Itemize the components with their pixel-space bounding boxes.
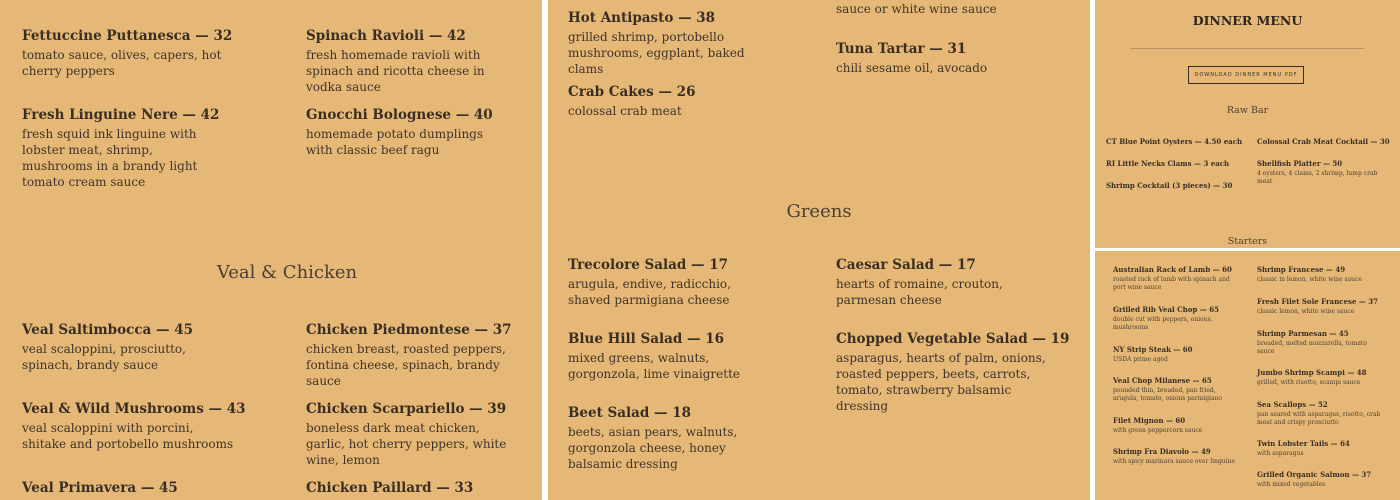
menu-item — [1257, 470, 1387, 489]
menu-item — [836, 331, 1070, 414]
menu-item-description: chili sesame oil, avocado — [836, 61, 988, 75]
menu-item-name: Fettuccine Puttanesca — 32 — [22, 28, 233, 44]
menu-item — [1113, 416, 1243, 435]
menu-item-description: breaded, melted mozzarella, tomato sauce — [1257, 340, 1367, 355]
menu-item-name: Shellfish Platter — 50 — [1257, 159, 1343, 168]
menu-item-description: grilled, with risotto, scampi sauce — [1257, 379, 1361, 386]
menu-item — [22, 107, 227, 190]
menu-item — [306, 480, 516, 496]
menu-item — [1106, 159, 1246, 168]
download-menu-button[interactable]: DOWNLOAD DINNER MENU PDF — [1188, 66, 1304, 84]
menu-item-description: fresh squid ink linguine with lobster meat, shrimp, mushrooms in a brandy light tomato cream sauce — [22, 127, 198, 189]
menu-panel-header-raw-bar — [1095, 0, 1400, 248]
divider — [1131, 48, 1364, 49]
menu-item-description: double cut with peppers, onions, mushrooms — [1113, 316, 1213, 331]
menu-item-name: Blue Hill Salad — 16 — [568, 331, 724, 347]
menu-item-name: Veal Primavera — 45 — [22, 480, 178, 496]
menu-item — [1257, 439, 1387, 458]
menu-item-description: asparagus, hearts of palm, onions, roasted peppers, beets, carrots, tomato, strawberry balsamic dressing — [836, 351, 1046, 413]
menu-item — [1257, 329, 1382, 356]
menu-item — [836, 257, 1041, 308]
menu-item — [1113, 376, 1233, 403]
menu-item — [568, 84, 778, 119]
menu-item-name: Shrimp Francese — 49 — [1257, 265, 1346, 274]
menu-item-name: Veal & Wild Mushrooms — 43 — [22, 401, 246, 417]
menu-item-name: Shrimp Cocktail (3 pieces) — 30 — [1106, 181, 1233, 190]
menu-item — [1257, 368, 1387, 387]
menu-item-description: colossal crab meat — [568, 104, 682, 118]
menu-item-name: Filet Mignon — 60 — [1113, 416, 1186, 425]
menu-item-description: veal scaloppini with porcini, shitake and portobello mushrooms — [22, 421, 234, 451]
menu-item-name: Chicken Paillard — 33 — [306, 480, 474, 496]
menu-item — [306, 107, 496, 158]
menu-item-name: Chopped Vegetable Salad — 19 — [836, 331, 1070, 347]
menu-item-name: Trecolore Salad — 17 — [568, 257, 729, 273]
menu-item-description: sauce or white wine sauce — [836, 2, 997, 16]
menu-item — [1113, 447, 1243, 466]
menu-item — [568, 10, 778, 77]
menu-item-name: Shrimp Fra Diavolo — 49 — [1113, 447, 1211, 456]
menu-item — [836, 0, 1056, 17]
menu-item-description: grilled shrimp, portobello mushrooms, eggplant, baked clams — [568, 30, 745, 76]
menu-item-name: Fresh Linguine Nere — 42 — [22, 107, 220, 123]
menu-item — [1113, 305, 1223, 332]
menu-item-description: mixed greens, walnuts, gorgonzola, lime vinaigrette — [568, 351, 741, 381]
menu-item-name: Tuna Tartar — 31 — [836, 41, 967, 57]
menu-item-name: Australian Rack of Lamb — 60 — [1113, 265, 1232, 274]
menu-panel-starters-greens — [548, 0, 1090, 500]
menu-item-description: roasted rack of lamb with spinach and port wine sauce — [1113, 276, 1230, 291]
menu-item-name: Veal Chop Milanese — 65 — [1113, 376, 1212, 385]
menu-item-description: veal scaloppini, prosciutto, spinach, brandy sauce — [22, 342, 186, 372]
menu-item-description: tomato sauce, olives, capers, hot cherry peppers — [22, 48, 222, 78]
menu-item-name: Grilled Rib Veal Chop — 65 — [1113, 305, 1219, 314]
menu-item — [568, 405, 778, 472]
menu-item — [836, 41, 1056, 76]
menu-item — [306, 322, 516, 389]
menu-item-name: Caesar Salad — 17 — [836, 257, 976, 273]
menu-item-name: Veal Saltimbocca — 45 — [22, 322, 193, 338]
menu-item — [306, 401, 516, 468]
menu-item-description: with mixed vegetables — [1257, 481, 1326, 488]
menu-item-name: Grilled Organic Salmon — 37 — [1257, 470, 1372, 479]
menu-item-description: USDA prime aged — [1113, 356, 1168, 363]
menu-item-name: Beet Salad — 18 — [568, 405, 692, 421]
menu-item-name: Colossal Crab Meat Cocktail — 30 — [1257, 137, 1390, 146]
menu-item — [22, 480, 237, 496]
menu-item — [1257, 400, 1382, 427]
menu-item-description: classic lemon, white wine sauce — [1257, 308, 1355, 315]
menu-item-name: Gnocchi Bolognese — 40 — [306, 107, 493, 123]
menu-item — [1113, 345, 1243, 364]
menu-item — [568, 331, 783, 382]
menu-item-name: Twin Lobster Tails — 64 — [1257, 439, 1350, 448]
menu-item-name: Crab Cakes — 26 — [568, 84, 696, 100]
menu-panel-mains — [1095, 251, 1400, 500]
menu-item — [22, 322, 222, 373]
menu-item-description: beets, asian pears, walnuts, gorgonzola cheese, honey balsamic dressing — [568, 425, 738, 471]
menu-item-name: Shrimp Parmesan — 45 — [1257, 329, 1349, 338]
menu-item-description: classic in lemon, white wine sauce — [1257, 276, 1362, 283]
menu-item-description: fresh homemade ravioli with spinach and ricotta cheese in vodka sauce — [306, 48, 485, 94]
menu-item-name: Sea Scallops — 52 — [1257, 400, 1328, 409]
menu-item-description: arugula, endive, radicchio, shaved parmigiana cheese — [568, 277, 731, 307]
menu-item-name: Chicken Piedmontese — 37 — [306, 322, 512, 338]
menu-item-description: 4 oysters, 4 clams, 2 shrimp, lump crab meat — [1257, 170, 1378, 185]
menu-item-description: homemade potato dumplings with classic beef ragu — [306, 127, 484, 157]
page-title: DINNER MENU — [1192, 13, 1303, 28]
menu-item — [1113, 265, 1243, 292]
menu-item-description: with asparagus — [1257, 450, 1304, 457]
menu-item-name: Hot Antipasto — 38 — [568, 10, 716, 26]
section-title: Greens — [786, 201, 852, 222]
menu-item-name: CT Blue Point Oysters — 4.50 each — [1106, 137, 1243, 146]
menu-item-name: RI Little Necks Clams — 3 each — [1106, 159, 1230, 168]
section-title: Veal & Chicken — [216, 262, 358, 283]
menu-item-name: Fresh Filet Sole Francese — 37 — [1257, 297, 1379, 306]
menu-item-description: chicken breast, roasted peppers, fontina cheese, spinach, brandy sauce — [306, 342, 506, 388]
menu-item-description: hearts of romaine, crouton, parmesan cheese — [836, 277, 1003, 307]
menu-item — [568, 257, 758, 308]
menu-item — [306, 28, 521, 95]
menu-item-name: Jumbo Shrimp Scampi — 48 — [1257, 368, 1367, 377]
menu-item-description: with spicy marinara sauce over linguine — [1113, 458, 1235, 465]
menu-item — [1257, 297, 1387, 316]
menu-item-name: Chicken Scarpariello — 39 — [306, 401, 507, 417]
menu-item — [1257, 137, 1392, 146]
menu-item-description: boneless dark meat chicken, garlic, hot cherry peppers, white wine, lemon — [306, 421, 507, 467]
menu-item — [1106, 137, 1246, 146]
section-title: Raw Bar — [1226, 105, 1269, 116]
menu-item — [1257, 159, 1392, 186]
section-title: Starters — [1227, 236, 1268, 247]
menu-item — [22, 28, 242, 79]
menu-item-name: NY Strip Steak — 60 — [1113, 345, 1193, 354]
menu-item — [1106, 181, 1246, 190]
menu-item-description: with green peppercorn sauce — [1113, 427, 1203, 434]
menu-item-description: pounded thin, breaded, pan fried, arugula, tomato, onions parmigiano — [1113, 387, 1223, 402]
menu-item — [1257, 265, 1387, 284]
menu-item-name: Spinach Ravioli — 42 — [306, 28, 466, 44]
menu-panel-pasta-veal-chicken — [0, 0, 542, 500]
menu-item-description: pan seared with asparagus, risotto, crab meat and crispy prosciutto — [1257, 411, 1381, 426]
menu-item — [22, 401, 246, 452]
